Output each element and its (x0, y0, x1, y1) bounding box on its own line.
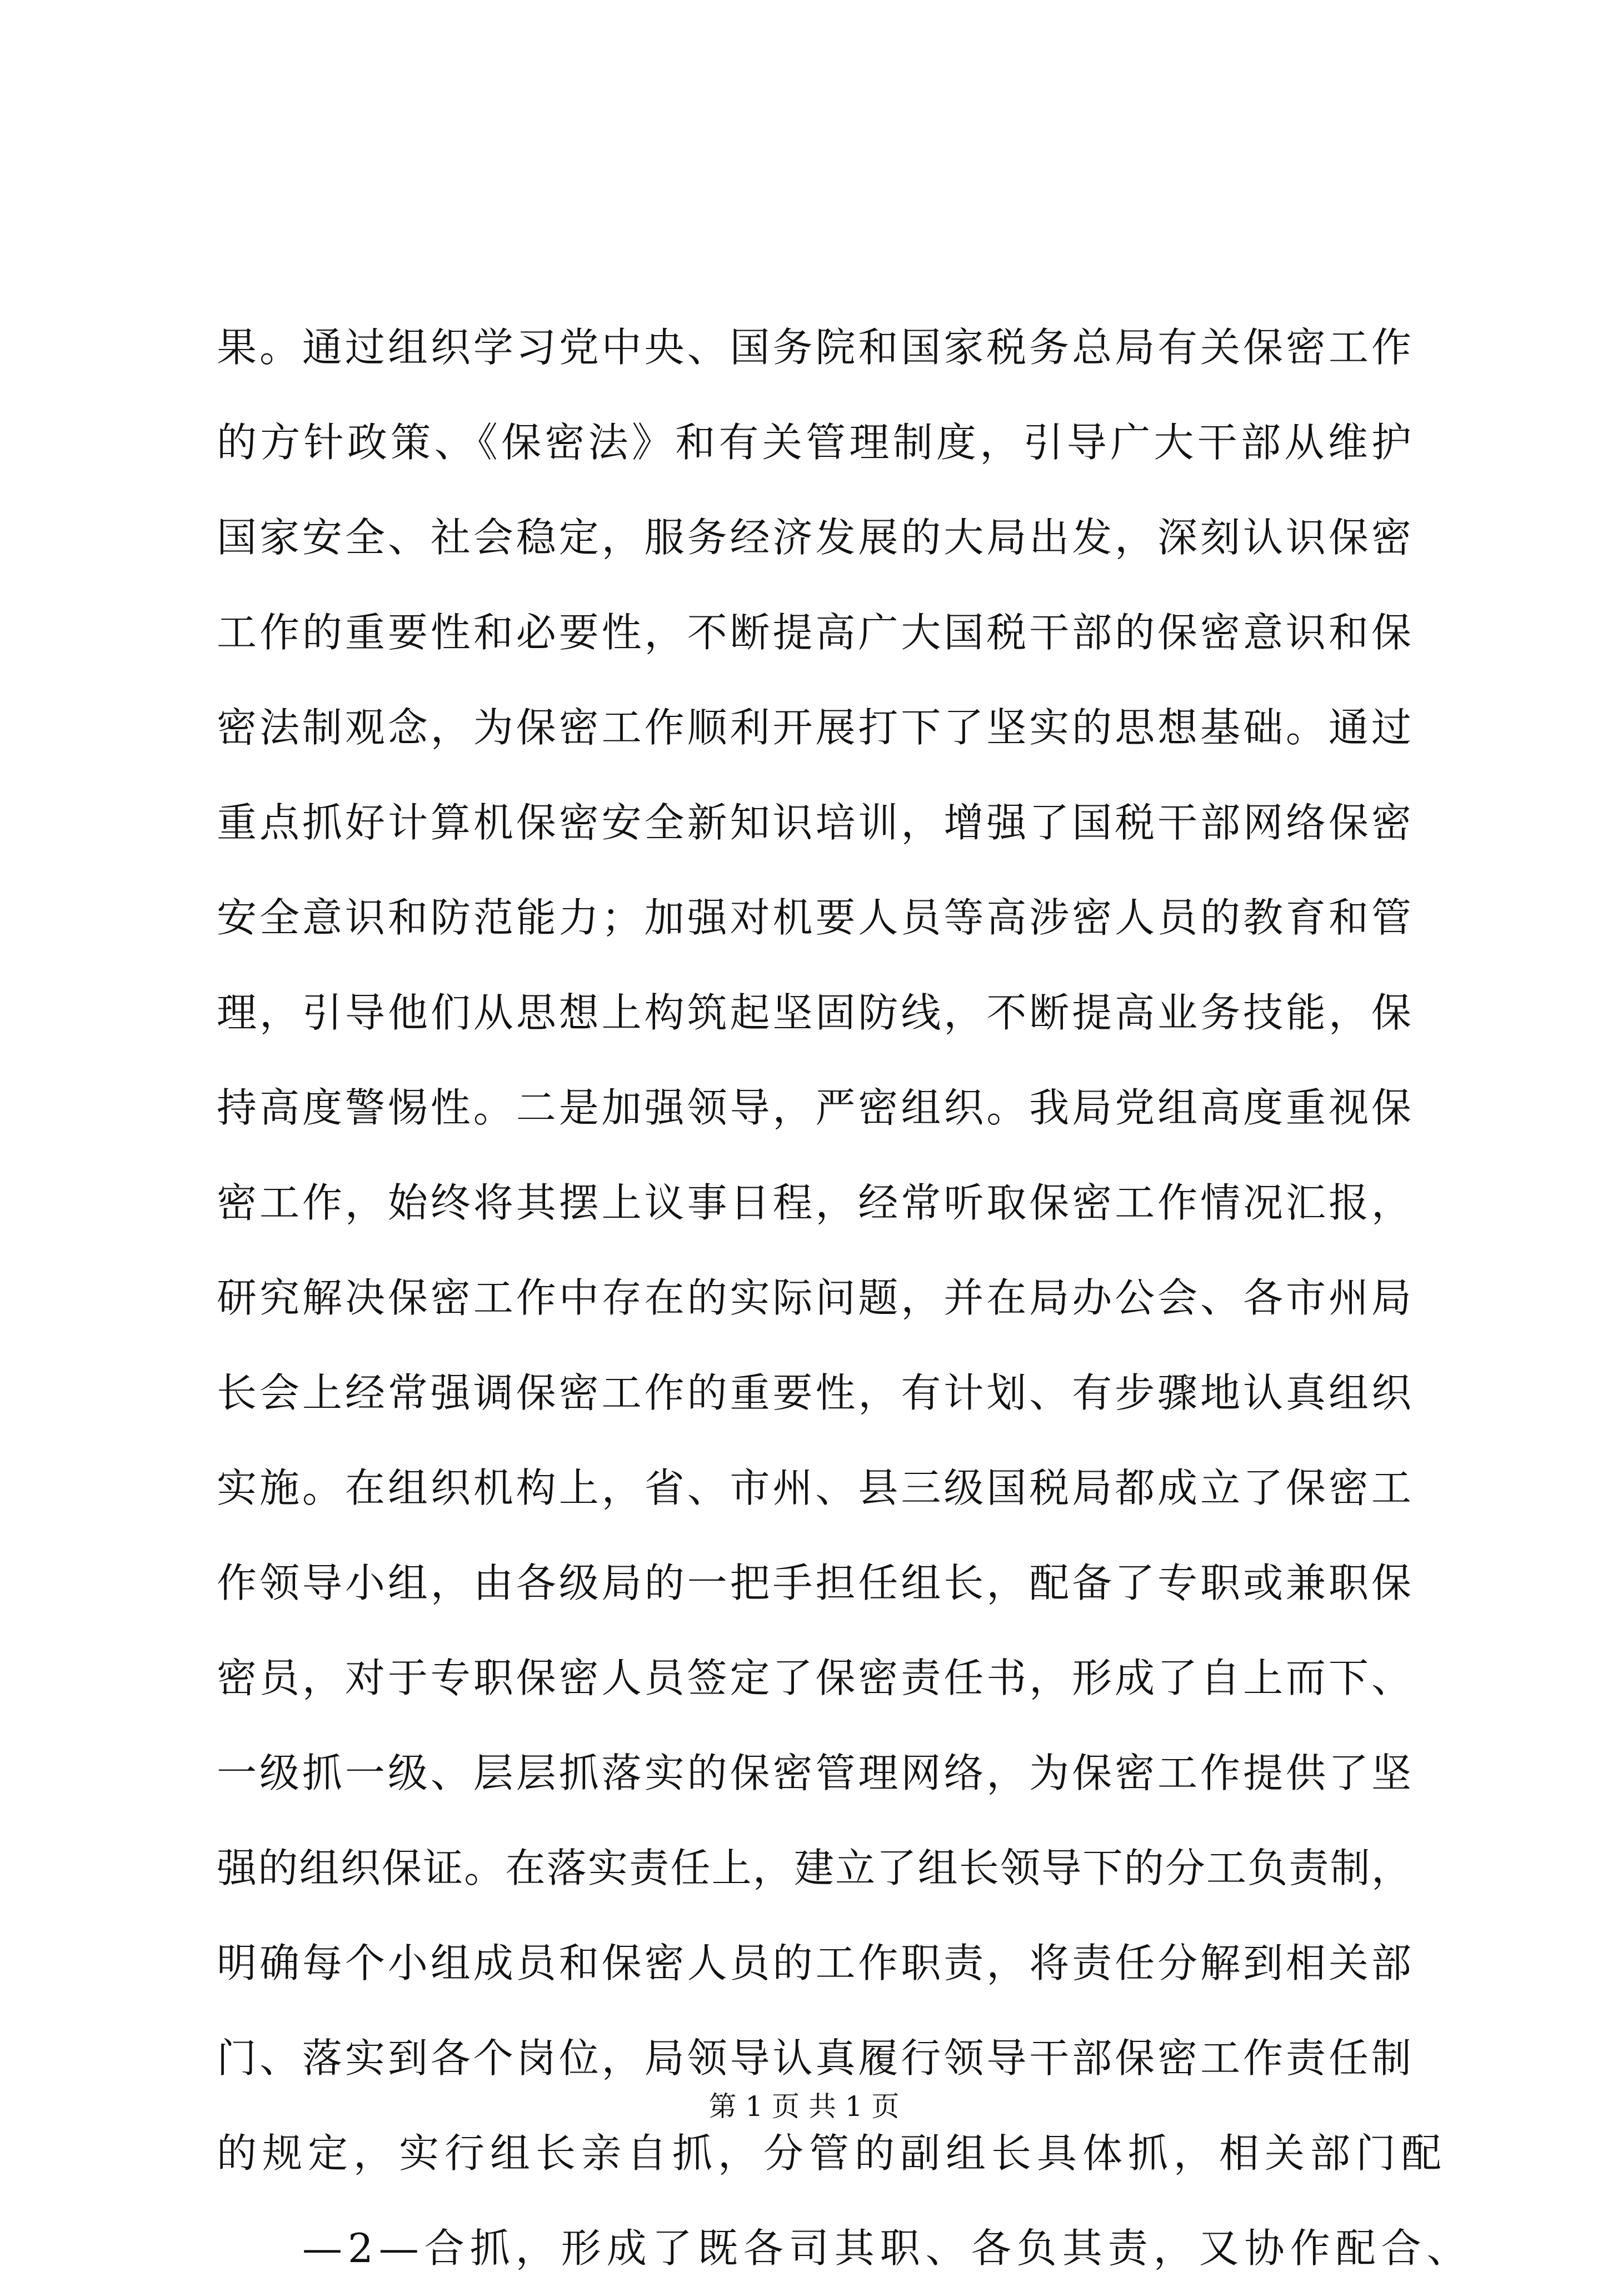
text-line: 重点抓好计算机保密安全新知识培训，增强了国税干部网络保密 (217, 799, 1411, 846)
text-line: 长会上经常强调保密工作的重要性，有计划、有步骤地认真组织 (217, 1369, 1411, 1416)
text-line: 门、落实到各个岗位，局领导认真履行领导干部保密工作责任制 (217, 2035, 1411, 2081)
text-line: 明确每个小组成员和保密人员的工作职责，将责任分解到相关部 (217, 1940, 1411, 1986)
text-line: 密法制观念，为保密工作顺利开展打下了坚实的思想基础。通过 (217, 704, 1411, 751)
page-number-footer: 第 1 页 共 1 页 (708, 2090, 900, 2123)
text-line: 持高度警惕性。二是加强领导，严密组织。我局党组高度重视保 (217, 1084, 1411, 1131)
text-line: 理，引导他们从思想上构筑起坚固防线，不断提高业务技能，保 (217, 989, 1411, 1036)
text-line: 的方针政策、《保密法》和有关管理制度，引导广大干部从维护 (217, 419, 1411, 466)
text-line: 强的组织保证。在落实责任上，建立了组长领导下的分工负责制， (217, 1845, 1411, 1891)
text-line: 密工作，始终将其摆上议事日程，经常听取保密工作情况汇报， (217, 1179, 1411, 1226)
text-line: 实施。在组织机构上，省、市州、县三级国税局都成立了保密工 (217, 1465, 1411, 1511)
text-line: 果。通过组织学习党中央、国务院和国家税务总局有关保密工作 (217, 324, 1411, 371)
body-text (217, 300, 1472, 2296)
text-line: 研究解决保密工作中存在的实际问题，并在局办公会、各市州局 (217, 1274, 1411, 1321)
text-line: 密员，对于专职保密人员签定了保密责任书，形成了自上而下、 (217, 1655, 1411, 1701)
text-line: 作领导小组，由各级局的一把手担任组长，配备了专职或兼职保 (217, 1560, 1411, 1606)
text-line-page-marker: —2—合抓，形成了既各司其职、各负其责，又协作配合、 (302, 2225, 1472, 2272)
text-line: 国家安全、社会稳定，服务经济发展的大局出发，深刻认识保密 (217, 514, 1411, 561)
text-line: 工作的重要性和必要性，不断提高广大国税干部的保密意识和保 (217, 609, 1411, 656)
text-line: 一级抓一级、层层抓落实的保密管理网络，为保密工作提供了坚 (217, 1750, 1411, 1796)
text-line: 的规定，实行组长亲自抓，分管的副组长具体抓，相关部门配 (217, 2130, 1447, 2177)
text-line: 安全意识和防范能力；加强对机要人员等高涉密人员的教育和管 (217, 894, 1411, 941)
